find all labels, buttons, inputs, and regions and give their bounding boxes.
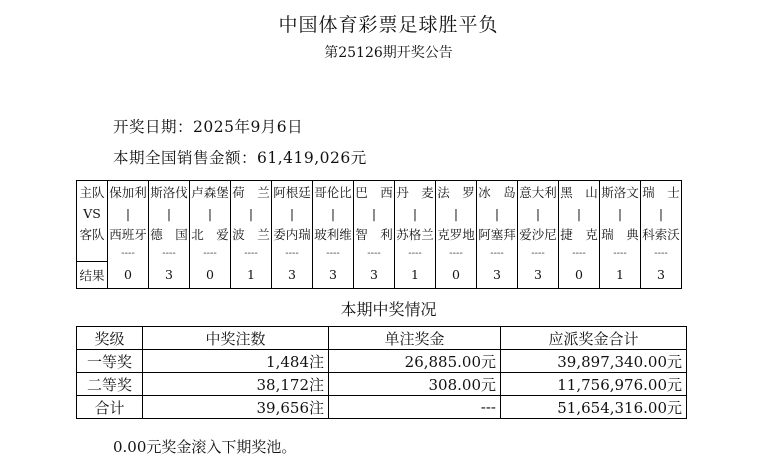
- vs-separator: |: [108, 203, 149, 223]
- dash-separator: ----: [641, 245, 682, 262]
- page-title: 中国体育彩票足球胜平负: [278, 14, 499, 36]
- away-team-row: [77, 223, 682, 245]
- home-team: 卢森堡: [190, 181, 231, 204]
- prize-row-first: [77, 350, 687, 373]
- away-team: 苏格兰: [395, 223, 436, 245]
- dash-separator: ----: [190, 245, 231, 262]
- vs-separator: |: [395, 203, 436, 223]
- prize-per-bet: 26,885.00元: [329, 350, 501, 373]
- page-subtitle: 第25126期开奖公告: [324, 45, 453, 61]
- sales-amount: 本期全国销售金额：61,419,026元: [113, 149, 367, 167]
- match-result: 3: [518, 262, 559, 289]
- dash-separator: ----: [436, 245, 477, 262]
- prize-per-bet: 308.00元: [329, 373, 501, 396]
- away-team: 西班牙: [108, 223, 149, 245]
- home-team: 巴 西: [354, 181, 395, 204]
- vs-separator: |: [559, 203, 600, 223]
- home-team: 法 罗: [436, 181, 477, 204]
- header-per-bet: 单注奖金: [329, 327, 501, 350]
- prize-level: 一等奖: [77, 350, 143, 373]
- match-result: 3: [313, 262, 354, 289]
- dash-separator: ----: [313, 245, 354, 262]
- vs-separator: |: [149, 203, 190, 223]
- dash-separator: ----: [477, 245, 518, 262]
- result-label: 结果: [77, 262, 108, 289]
- away-team: 智 利: [354, 223, 395, 245]
- away-team: 德 国: [149, 223, 190, 245]
- home-team: 荷 兰: [231, 181, 272, 204]
- away-team: 委内瑞: [272, 223, 313, 245]
- vs-separator: |: [518, 203, 559, 223]
- dash-separator: ----: [108, 245, 149, 262]
- prize-total: 39,897,340.00元: [501, 350, 687, 373]
- away-team: 北 爱: [190, 223, 231, 245]
- dash-row: [77, 245, 682, 262]
- prize-row-second: [77, 373, 687, 396]
- match-result: 3: [354, 262, 395, 289]
- home-team: 丹 麦: [395, 181, 436, 204]
- prize-count: 38,172注: [143, 373, 329, 396]
- vs-separator: |: [313, 203, 354, 223]
- home-team: 斯洛伐: [149, 181, 190, 204]
- prize-section-title: 本期中奖情况: [340, 300, 437, 319]
- match-table: [76, 180, 682, 289]
- dash-separator: ----: [518, 245, 559, 262]
- home-team: 意大利: [518, 181, 559, 204]
- header-level: 奖级: [77, 327, 143, 350]
- match-result: 3: [477, 262, 518, 289]
- vs-row: [77, 203, 682, 223]
- draw-date: 开奖日期：2025年9月6日: [113, 118, 304, 136]
- dash-separator: ----: [149, 245, 190, 262]
- match-result: 3: [641, 262, 682, 289]
- prize-header-row: [77, 327, 687, 350]
- home-team: 冰 岛: [477, 181, 518, 204]
- home-label: 主队: [77, 181, 108, 204]
- match-result: 0: [190, 262, 231, 289]
- home-team: 黑 山: [559, 181, 600, 204]
- prize-total: 51,654,316.00元: [501, 396, 687, 419]
- away-team: 爱沙尼: [518, 223, 559, 245]
- prize-total: 11,756,976.00元: [501, 373, 687, 396]
- dash-separator: ----: [354, 245, 395, 262]
- prize-table: [76, 326, 687, 419]
- vs-separator: |: [190, 203, 231, 223]
- away-team: 捷 克: [559, 223, 600, 245]
- home-team: 瑞 士: [641, 181, 682, 204]
- match-result: 3: [272, 262, 313, 289]
- vs-label: VS: [77, 203, 108, 223]
- vs-separator: |: [354, 203, 395, 223]
- prize-row-sum: [77, 396, 687, 419]
- dash-separator: ----: [272, 245, 313, 262]
- prize-per-bet: ---: [329, 396, 501, 419]
- match-result: 1: [395, 262, 436, 289]
- result-row: [77, 262, 682, 289]
- match-result: 1: [231, 262, 272, 289]
- home-team: 保加利: [108, 181, 149, 204]
- home-team-row: [77, 181, 682, 204]
- away-team: 科索沃: [641, 223, 682, 245]
- match-result: 0: [108, 262, 149, 289]
- away-team: 玻利维: [313, 223, 354, 245]
- away-team: 瑞 典: [600, 223, 641, 245]
- vs-separator: |: [231, 203, 272, 223]
- away-team: 克罗地: [436, 223, 477, 245]
- match-result: 1: [600, 262, 641, 289]
- away-team: 波 兰: [231, 223, 272, 245]
- away-label: 客队: [77, 223, 108, 245]
- match-result: 0: [436, 262, 477, 289]
- away-team: 阿塞拜: [477, 223, 518, 245]
- prize-level: 二等奖: [77, 373, 143, 396]
- rollover-note: 0.00元奖金滚入下期奖池。: [113, 438, 297, 456]
- prize-level: 合计: [77, 396, 143, 419]
- vs-separator: |: [436, 203, 477, 223]
- header-count: 中奖注数: [143, 327, 329, 350]
- header-total: 应派奖金合计: [501, 327, 687, 350]
- prize-count: 39,656注: [143, 396, 329, 419]
- home-team: 阿根廷: [272, 181, 313, 204]
- dash-separator: ----: [559, 245, 600, 262]
- match-result: 3: [149, 262, 190, 289]
- vs-separator: |: [477, 203, 518, 223]
- home-team: 哥伦比: [313, 181, 354, 204]
- vs-separator: |: [600, 203, 641, 223]
- dash-separator: ----: [600, 245, 641, 262]
- vs-separator: |: [272, 203, 313, 223]
- match-result: 0: [559, 262, 600, 289]
- dash-separator: ----: [231, 245, 272, 262]
- dash-separator: ----: [395, 245, 436, 262]
- home-team: 斯洛文: [600, 181, 641, 204]
- vs-separator: |: [641, 203, 682, 223]
- prize-count: 1,484注: [143, 350, 329, 373]
